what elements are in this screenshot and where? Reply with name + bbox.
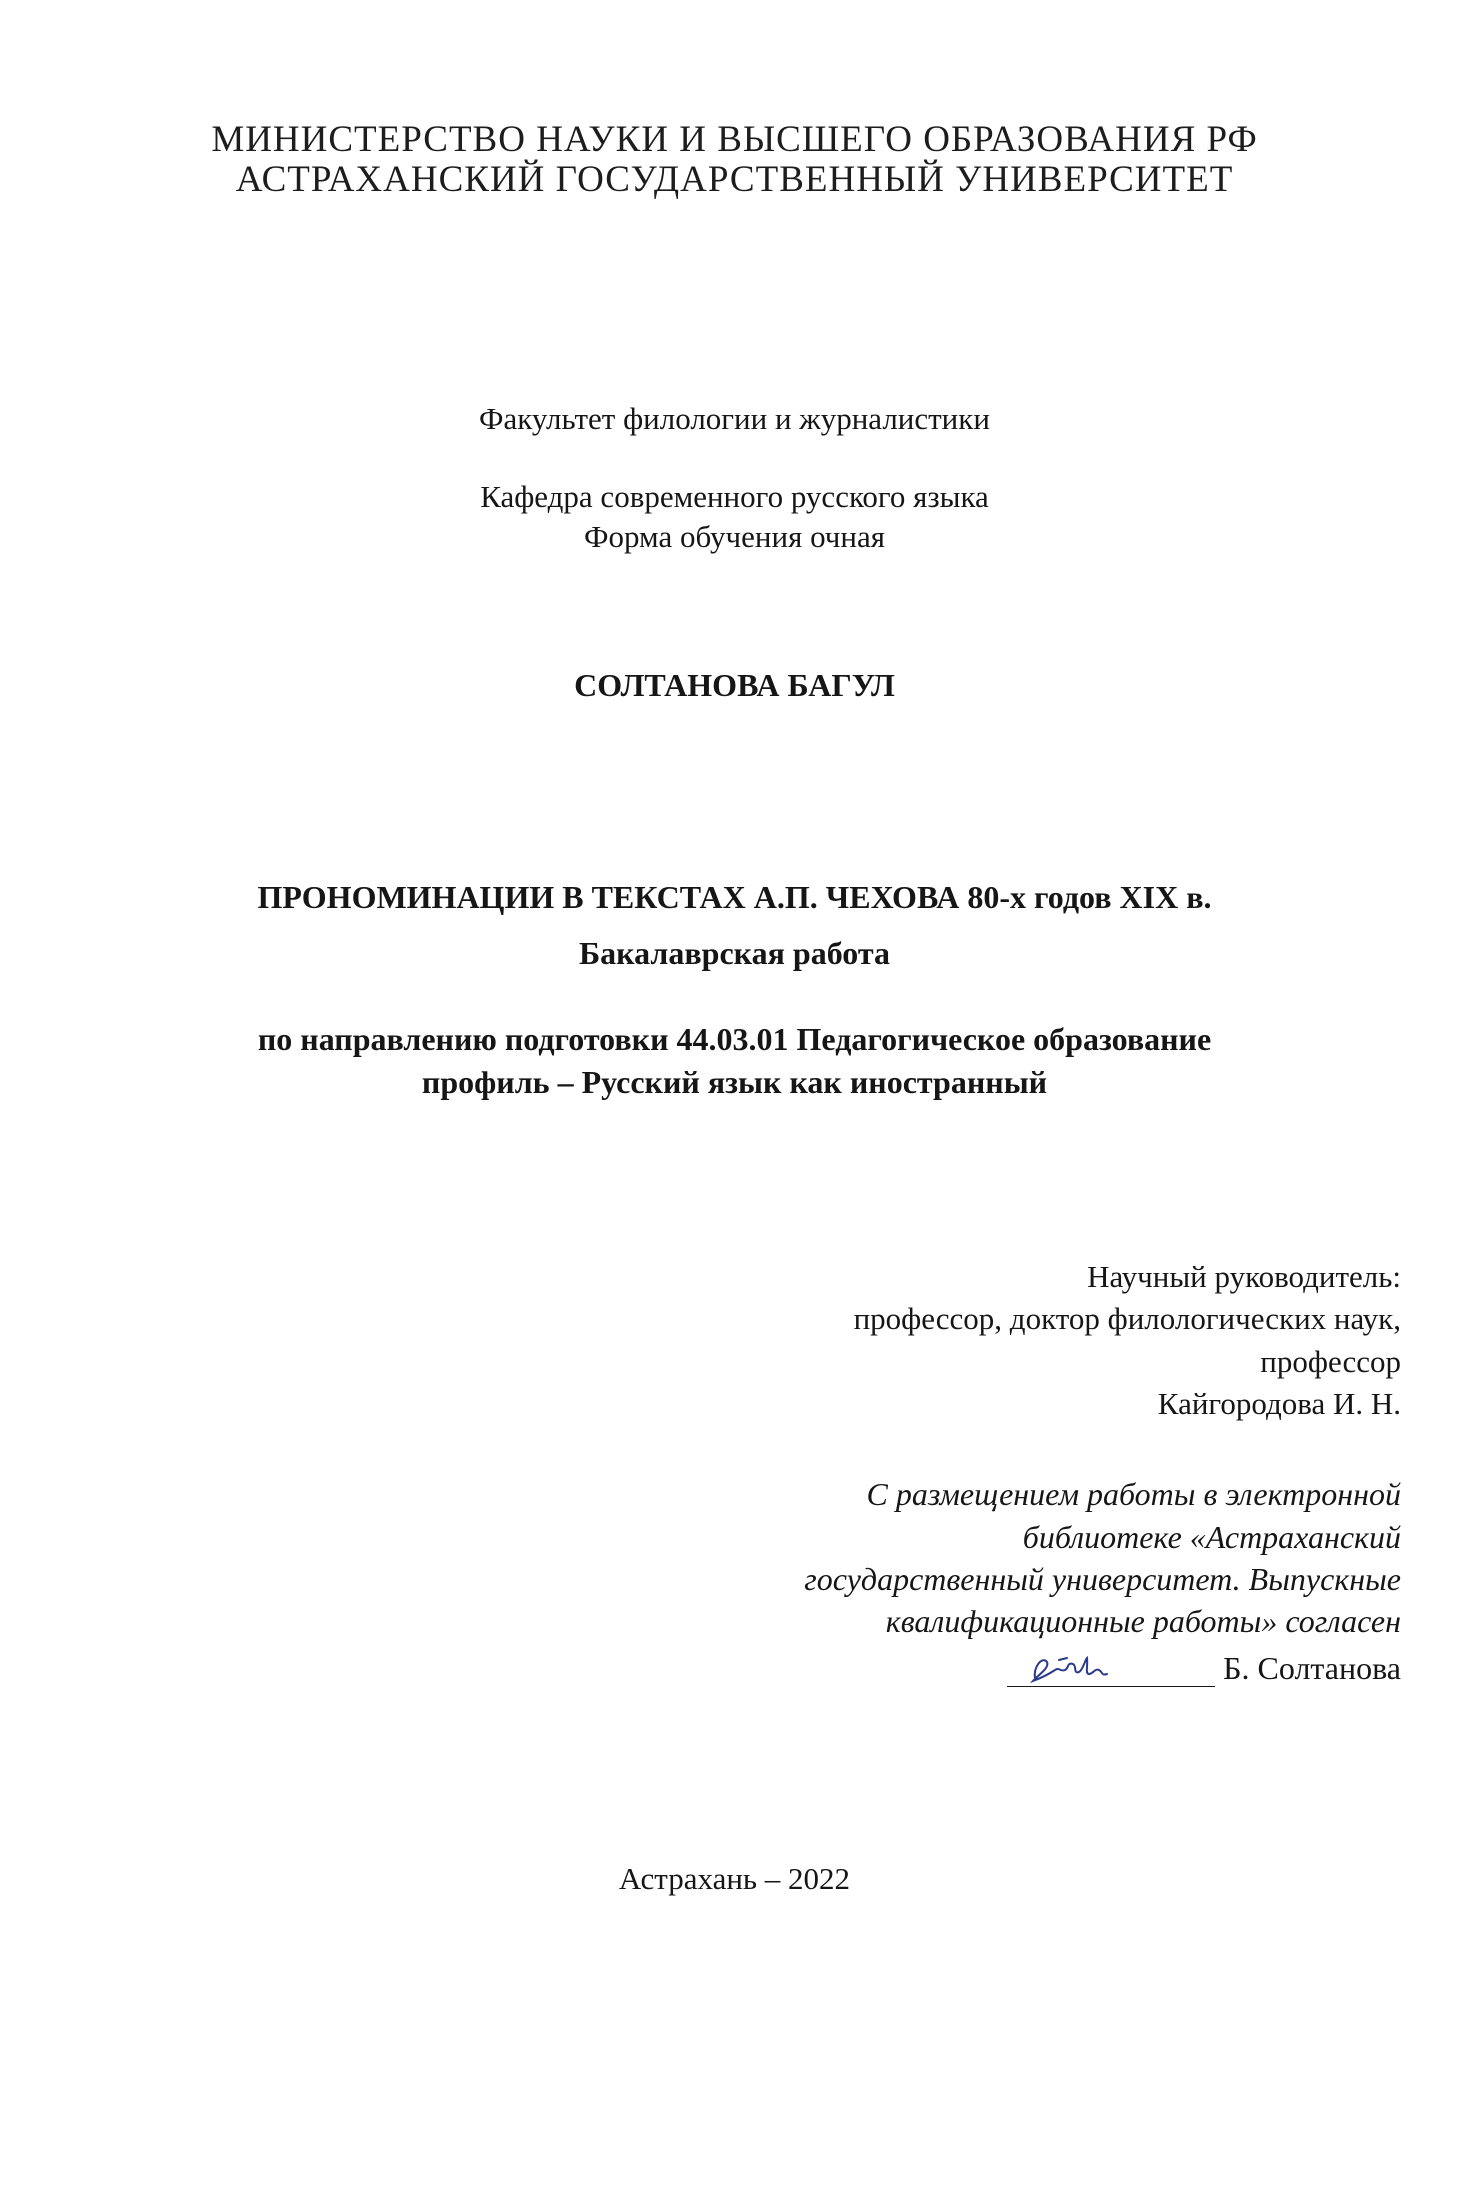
thesis-title: ПРОНОМИНАЦИИ В ТЕКСТАХ А.П. ЧЕХОВА 80-х годов XIX в.	[257, 879, 1212, 915]
signature-row	[1007, 1643, 1401, 1687]
city-year: Астрахань – 2022	[618, 1861, 851, 1896]
thesis-profile: профиль – Русский язык как иностранный	[421, 1064, 1048, 1100]
study-form: Форма обучения очная	[584, 519, 885, 554]
thesis-type: Бакалаврская работа	[579, 935, 890, 971]
handwritten-signature-icon	[1015, 1648, 1125, 1688]
department-name: Кафедра современного русского языка	[480, 479, 989, 514]
author-name: СОЛТАНОВА БАГУЛ	[574, 667, 895, 703]
consent-line-2: библиотеке «Астраханский	[1022, 1519, 1401, 1555]
ministry-name: МИНИСТЕРСТВО НАУКИ И ВЫСШЕГО ОБРАЗОВАНИЯ РФ	[211, 119, 1258, 160]
consent-line-3: государственный университет. Выпускные	[804, 1561, 1401, 1597]
supervisor-rank: профессор	[1260, 1344, 1401, 1379]
consent-line-4: квалификационные работы» согласен	[885, 1603, 1401, 1639]
supervisor-name: Кайгородова И. Н.	[1157, 1386, 1401, 1421]
university-name: АСТРАХАНСКИЙ ГОСУДАРСТВЕННЫЙ УНИВЕРСИТЕТ	[235, 159, 1234, 200]
faculty-name: Факультет филологии и журналистики	[479, 401, 990, 436]
supervisor-degree: профессор, доктор филологических наук,	[853, 1301, 1401, 1336]
supervisor-label: Научный руководитель:	[1087, 1259, 1401, 1294]
signature-line	[1007, 1650, 1215, 1687]
consent-line-1: С размещением работы в электронной	[866, 1476, 1401, 1512]
thesis-direction: по направлению подготовки 44.03.01 Педагогическое образование	[257, 1021, 1212, 1057]
signature-name: Б. Солтанова	[1223, 1650, 1401, 1686]
